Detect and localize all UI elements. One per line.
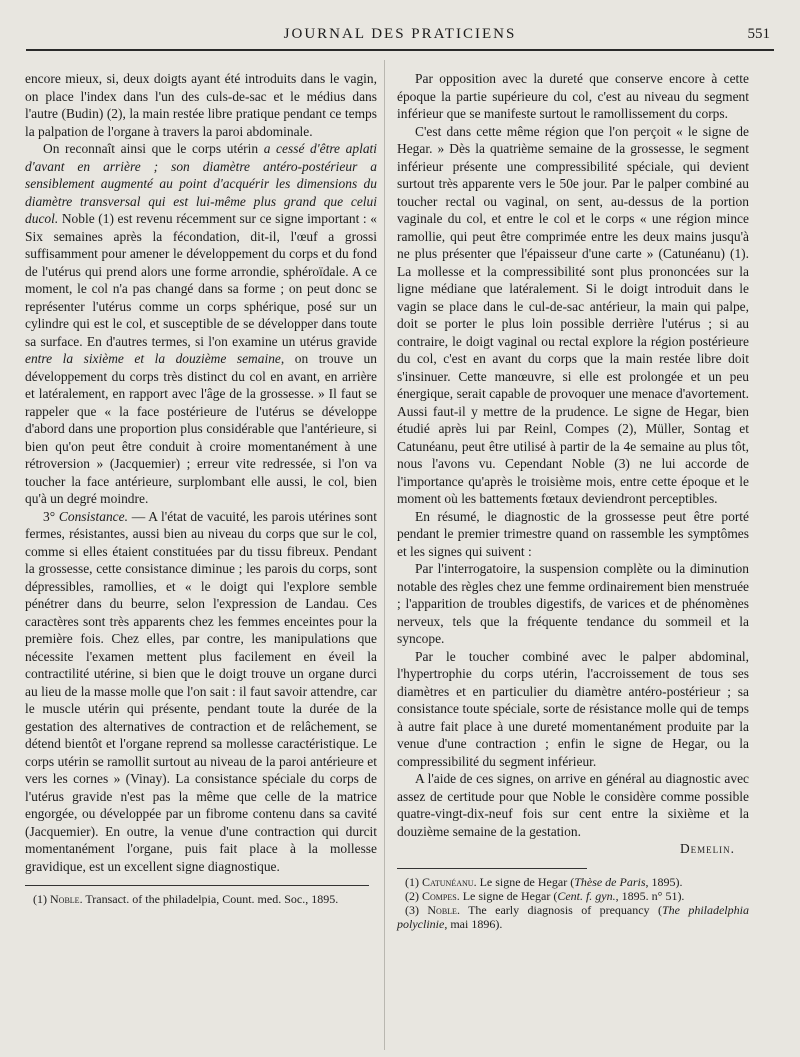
footnote-rule	[25, 885, 369, 886]
footnote: (2) Compes. Le signe de Hegar (Cent. f. gyn., 1895. n° 51).	[405, 888, 685, 903]
footnotes	[397, 875, 749, 931]
paragraph: On reconnaît ainsi que le corps utérin a cessé d'être aplati d'avant en arrière ; son diamètre antéro-postérieur a sensiblement augmenté au point d'acquérir les dimensions du diamètre transversal qui est lui-même plus grand que celui ducol. Noble (1) est revenu récemment sur ce signe important : « Six semaines après la fécondation, dit-il, l'œuf a grossi suffisamment pour amener le développement du corps et du fond de l'utérus qui prend alors une forme arrondie, sphéroïdale. A ce moment, le col n'a pas changé dans sa forme ; on peut donc se représenter l'utérus comme un corps sphérique, posé sur un cylindre qui est le col, et susceptible de se développer dans toute sa surface. En d'autres termes, si l'on examine un utérus gravide entre la sixième et la douzième semaine, on trouve un développement du corps très distinct du col en avant, en arrière et latéralement, en rapport avec l'âge de la grossesse. » Il faut se rappeler que « la face postérieure de l'utérus se développe d'abord dans une proportion plus considérable que l'antérieure, si bien qu'on peut être conduit à croire momentanément à une rétroversion » (Jacquemier) ; erreur vite redressée, si l'on va toucher la face antérieure, surplombant elle aussi, le col, bien qu'à un degré moindre.	[25, 141, 378, 506]
footnote: (3) Noble. The early diagnosis of prequancy (The philadelphia polyclinie, mai 1896).	[397, 902, 749, 931]
paragraph: 3° Consistance. — A l'état de vacuité, les parois utérines sont fermes, résistantes, aussi bien au niveau du corps que sur le col, comme si elles étaient constituées par du tissu fibreux. Pendant la grossesse, cette consistance diminue ; les parois du corps, sont dépressibles, ramollies, et « le doigt qui l'explore semble pénétrer dans du beurre, selon l'expression de Landau. Ces caractères sont très apparents chez les femmes enceintes pour la première fois. Chez elles, par contre, les manipulations que nécessite l'examen mettent plus facilement en éveil la contractilité utérine, si bien que le doigt trouve un organe durci au lieu de la masse molle que l'on sait : il faut savoir attendre, car le muscle utérin qui présente, pendant toute la durée de la gestation des alternatives de contraction et de relâchement, se détend bientôt et l'organe reprend sa mollesse caractéristique. Le corps utérin se ramollit surtout au niveau de la paroi antérieure et vers les cornes » (Vinay). La consistance spéciale du corps de l'utérus gravide n'est pas la même que celle de la matrice engorgée, ou développée par un fibrome contenu dans sa cavité (Jacquemier). En outre, la venue d'une contraction qui durcit momentanément l'organe, puis fait place à la mollesse gravidique, est un excellent signe diagnostique.	[25, 508, 378, 874]
footnote: (1) Noble. Transact. of the philadelpia, Count. med. Soc., 1895.	[33, 892, 339, 906]
footnote: (1) Catunéanu. Le signe de Hegar (Thèse de Paris, 1895).	[405, 874, 683, 889]
footnote-rule	[397, 868, 587, 869]
paragraph: A l'aide de ces signes, on arrive en général au diagnostic avec assez de certitude pour que Noble le considère comme possible quatre-vingt-dix-neuf fois sur cent entre la sixième et la douzième semaine de la gestation.	[397, 771, 749, 839]
paragraph: En résumé, le diagnostic de la grossesse peut être porté pendant le premier trimestre quand on rassemble les symptômes et les signes qui suivent :	[397, 508, 749, 559]
paragraph: encore mieux, si, deux doigts ayant été introduits dans le vagin, on place l'index dans l'un des culs-de-sac et le médius dans l'autre (Budin) (2), la main restée libre pratique pendant ce temps la palpation de l'organe à travers la paroi abdominale.	[25, 71, 377, 139]
paragraph: Par opposition avec la dureté que conserve encore à cette époque la partie supérieure du col, c'est au niveau du segment inférieur que se manifeste surtout le ramollissement du corps.	[397, 71, 749, 121]
journal-title: JOURNAL DES PRATICIENS	[283, 26, 517, 42]
running-header	[28, 26, 772, 48]
page-number: 551	[747, 26, 770, 42]
footnotes	[25, 892, 377, 906]
right-column	[397, 70, 749, 931]
column-divider	[384, 60, 385, 1050]
paragraph: C'est dans cette même région que l'on perçoit « le signe de Hegar. » Dès la quatrième semaine de la grossesse, le segment inférieur présente une compressibilité spéciale, qui devient surtout très apparente vers le 50e jour. Par le palper combiné au toucher rectal ou vaginal, on sent, au-dessus de la portion vaginale du col, et entre le col et le corps « une région mince ramollie, qui peut être comprimée entre les deux mains jusqu'à ne plus présenter que l'épaisseur d'une carte » (Catunéanu) (1). La mollesse et la compressibilité sont plus prononcées sur la ligne médiane que latéralement. Si le doigt introduit dans le vagin se place dans le cul-de-sac antérieur, la main qui palpe, doit se porter le plus loin possible derrière l'utérus ; si au contraire, le doigt vaginal ou rectal explore la région postérieure du col, c'est en avant du corps que la main restée libre doit s'insinuer. Cette manœuvre, si elle est prolongée et un peu énergique, serait capable de provoquer une menace d'avortement. Aussi faut-il y mettre de la prudence. Le signe de Hegar, bien étudié après lui par Reinl, Compes (2), Müller, Sontag et Catunéanu, peut être utilisé à partir de la 4e semaine au plus tôt, nous l'avons vu. Cependant Noble (3) ne lui accorde de l'importance qu'après le troisième mois, entre cette époque et le moment où les battements fœtaux deviendront perceptibles.	[397, 123, 749, 506]
author-signature: Demelin.	[679, 841, 735, 856]
paragraph: Par l'interrogatoire, la suspension complète ou la diminution notable des règles chez une femme ordinairement bien menstruée ; l'apparition de troubles digestifs, de varices et de phénomènes nerveux, tels que la fréquente tendance du sommeil et la syncope.	[397, 561, 749, 646]
left-column	[25, 70, 377, 906]
header-rule	[26, 49, 774, 51]
paragraph: Par le toucher combiné avec le palper abdominal, l'hypertrophie du corps utérin, l'accroissement de tous ses diamètres et en particulier du diamètre antéro-postérieur ; sa consistance toute spéciale, sorte de résistance molle qui de temps à autre fait place à une dureté momentanément produite par la venue d'une contraction ; enfin le signe de Hegar, ou la compressibilité du segment inférieur.	[397, 648, 749, 769]
